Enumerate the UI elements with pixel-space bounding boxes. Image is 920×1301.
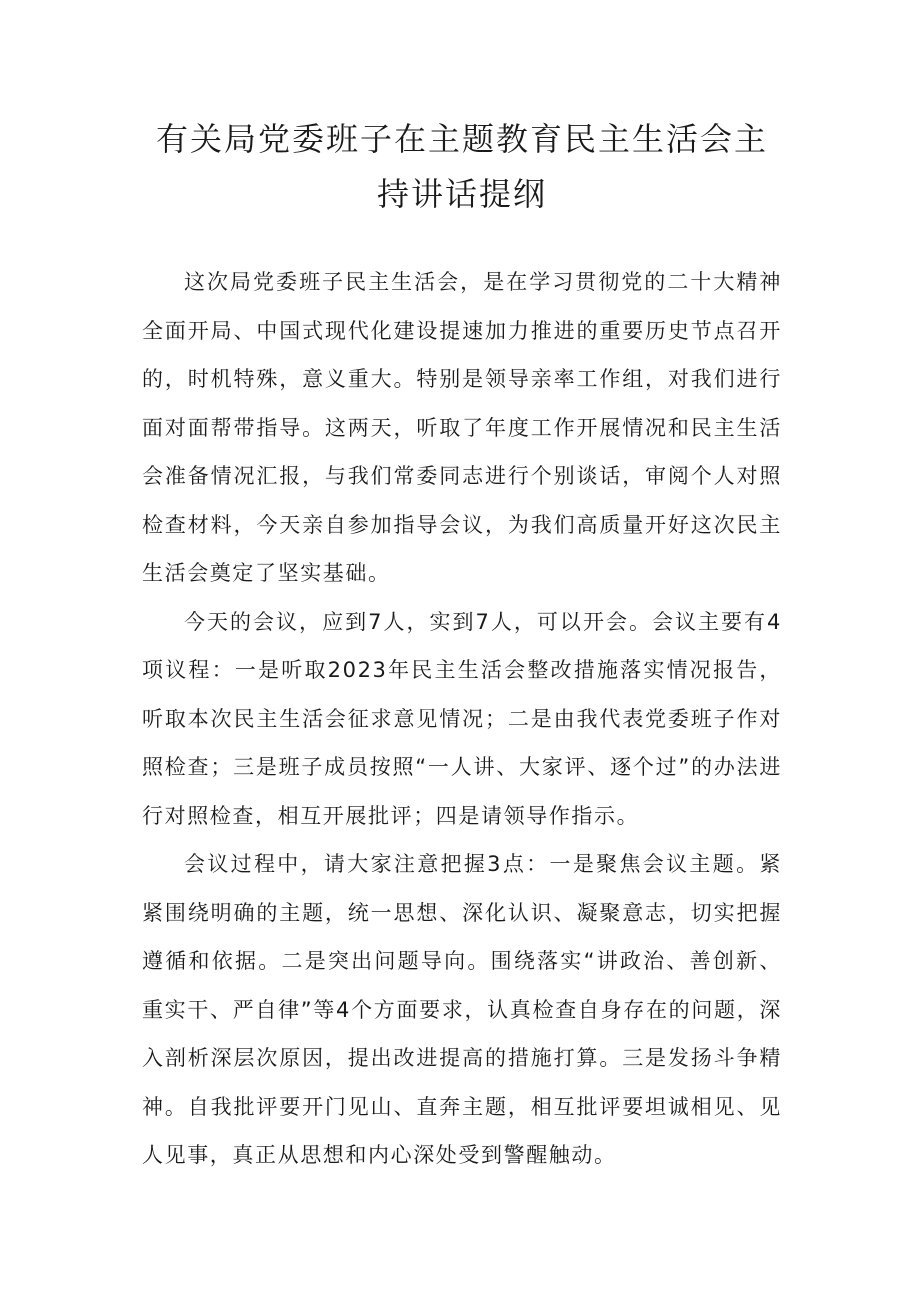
document-body [142, 258, 782, 1180]
document-title [142, 112, 782, 222]
paragraph-agenda: 今天的会议，应到7人，实到7人，可以开会。会议主要有4项议程：一是听取2023年民主生活会整改措施落实情况报告，听取本次民主生活会征求意见情况；二是由我代表党委班子作对照检查；三是班子成员按照“一人讲、大家评、逐个过”的办法进行对照检查，相互开展批评；四是请领导作指示。 [142, 609, 782, 828]
paragraph-opening: 这次局党委班子民主生活会，是在学习贯彻党的二十大精神全面开局、中国式现代化建设提速加力推进的重要历史节点召开的，时机特殊，意义重大。特别是领导亲率工作组，对我们进行面对面帮带指导。这两天，听取了年度工作开展情况和民主生活会准备情况汇报，与我们常委同志进行个别谈话，审阅个人对照检查材料，今天亲自参加指导会议，为我们高质量开好这次民主生活会奠定了坚实基础。 [142, 270, 782, 585]
title-line-1: 有关局党委班子在主题教育民主生活会主 [155, 120, 768, 158]
paragraph-requirements: 会议过程中，请大家注意把握3点：一是聚焦会议主题。紧紧围绕明确的主题，统一思想、深化认识、凝聚意志，切实把握遵循和依据。二是突出问题导向。围绕落实“讲政治、善创新、重实干、严自律”等4个方面要求，认真检查自身存在的问题，深入剖析深层次原因，提出改进提高的措施打算。三是发扬斗争精神。自我批评要开门见山、直奔主题，相互批评要坦诚相见、见人见事，真正从思想和内心深处受到警醒触动。 [142, 852, 782, 1167]
title-line-2: 持讲话提纲 [376, 175, 547, 213]
